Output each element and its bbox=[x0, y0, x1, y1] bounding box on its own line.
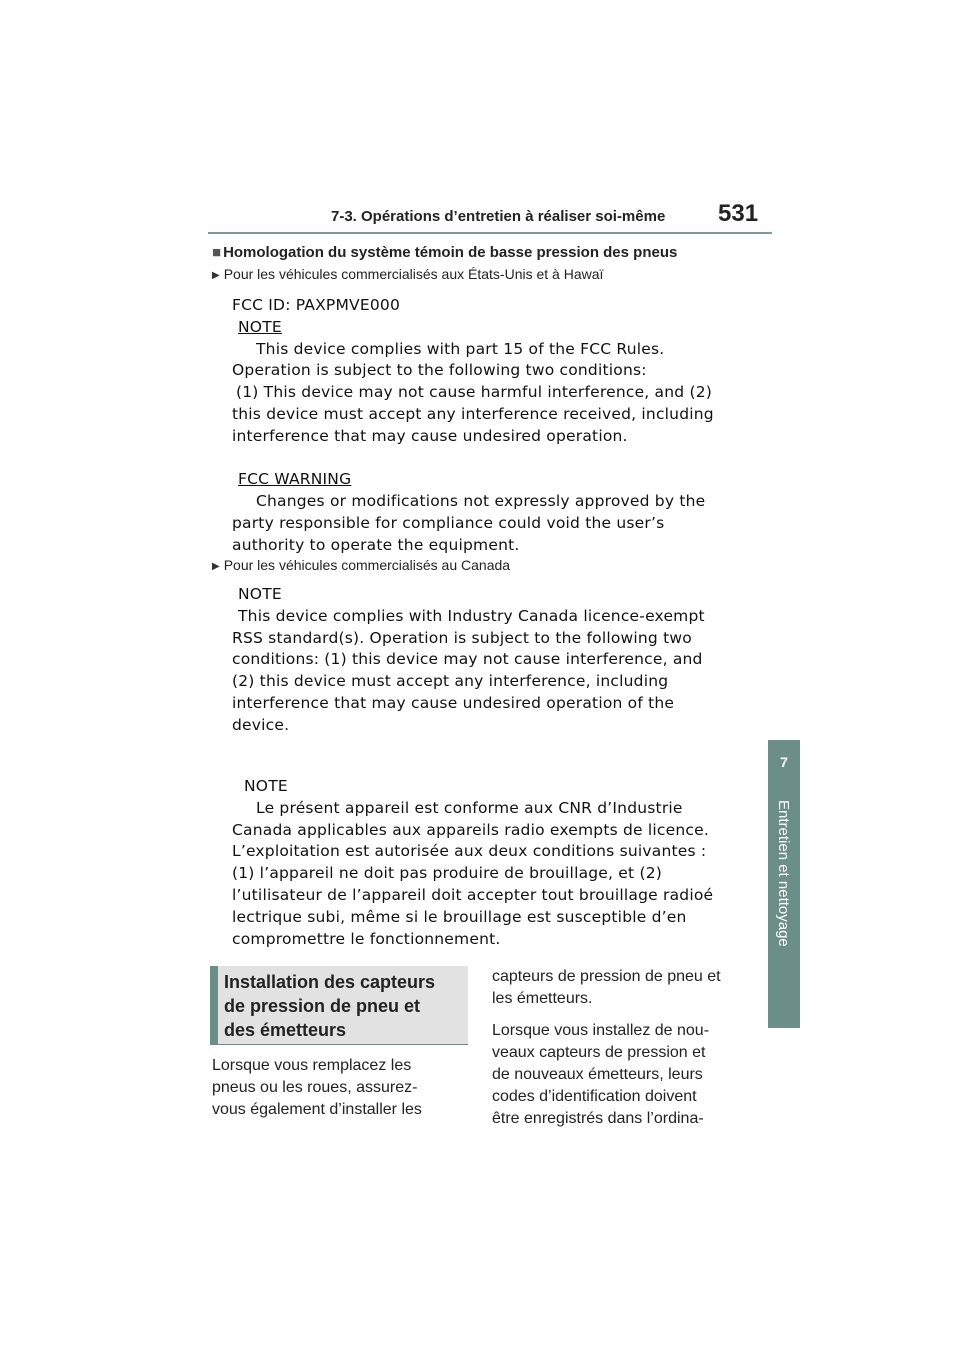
body-line: de nouveaux émetteurs, leurs bbox=[492, 1066, 703, 1083]
body-line: les émetteurs. bbox=[492, 990, 593, 1007]
chapter-number: 7 bbox=[780, 754, 788, 770]
chapter-tab bbox=[768, 740, 800, 1028]
ic-note-line: (2) this device must accept any interference, including bbox=[232, 672, 669, 691]
ic-note-line: interference that may cause undesired operation of the bbox=[232, 693, 675, 712]
ic-note-fr-line: L’exploitation est autorisée aux deux conditions suivantes : bbox=[232, 842, 707, 861]
ic-note-fr-line: Canada applicables aux appareils radio exempts de licence. bbox=[232, 820, 710, 839]
running-header-title: 7-3. Opérations d’entretien à réaliser soi-même bbox=[331, 208, 666, 225]
installation-heading-line: Installation des capteurs bbox=[224, 972, 436, 992]
ic-note-fr-line: (1) l’appareil ne doit pas produire de brouillage, et (2) bbox=[232, 864, 662, 883]
fcc-note-title: NOTE bbox=[238, 317, 282, 336]
fcc-note-line: this device must accept any interference received, including bbox=[232, 404, 714, 423]
arrow-bullet-icon: ▶ bbox=[212, 561, 220, 572]
arrow-bullet-icon: ▶ bbox=[212, 270, 220, 281]
section-heading-text: Homologation du système témoin de basse pression des pneus bbox=[223, 244, 678, 261]
ic-note-line: RSS standard(s). Operation is subject to the following two bbox=[232, 628, 692, 647]
fcc-warning-line: authority to operate the equipment. bbox=[232, 535, 520, 554]
body-line: Lorsque vous remplacez les bbox=[212, 1057, 412, 1074]
body-line: capteurs de pression de pneu et bbox=[492, 968, 721, 985]
bullet-usa-text: Pour les véhicules commercialisés aux États-Unis et à Hawaï bbox=[223, 266, 604, 282]
fcc-id: FCC ID: PAXPMVE000 bbox=[232, 296, 401, 314]
fcc-warning-line: Changes or modifications not expressly approved by the bbox=[256, 492, 706, 511]
installation-heading bbox=[210, 966, 468, 1044]
install-body-left bbox=[212, 1055, 422, 1121]
body-line: être enregistrés dans l’ordina- bbox=[492, 1110, 704, 1127]
fcc-note-line: interference that may cause undesired operation. bbox=[232, 426, 628, 445]
fcc-note-line: Operation is subject to the following two conditions: bbox=[232, 361, 647, 380]
ic-note-title: NOTE bbox=[238, 585, 282, 603]
ic-notice-french bbox=[232, 776, 713, 950]
fcc-note-line: (1) This device may not cause harmful interference, and (2) bbox=[236, 383, 713, 402]
body-line: codes d’identification doivent bbox=[492, 1088, 697, 1105]
ic-note-line: conditions: (1) this device may not cause interference, and bbox=[232, 650, 703, 669]
fcc-note-line: This device complies with part 15 of the FCC Rules. bbox=[256, 339, 665, 358]
fcc-warning-title: FCC WARNING bbox=[238, 470, 352, 489]
square-bullet-icon: ■ bbox=[212, 244, 222, 261]
ic-note-fr-line: compromettre le fonctionnement. bbox=[232, 929, 501, 948]
installation-heading-line: de pression de pneu et bbox=[224, 996, 421, 1016]
ic-note-line: This device complies with Industry Canada licence-exempt bbox=[238, 606, 705, 625]
fcc-warning-line: party responsible for compliance could void the user’s bbox=[232, 513, 665, 532]
bullet-usa bbox=[212, 266, 603, 282]
chapter-label: Entretien et nettoyage bbox=[775, 800, 792, 947]
section-heading bbox=[212, 244, 677, 261]
ic-note-line: device. bbox=[232, 715, 290, 734]
installation-heading-line: des émetteurs bbox=[224, 1020, 347, 1040]
header-divider bbox=[208, 232, 772, 234]
ic-note-fr-line: Le présent appareil est conforme aux CNR d’Industrie bbox=[256, 798, 683, 817]
body-line: veaux capteurs de pression et bbox=[492, 1044, 706, 1061]
ic-notice-english bbox=[232, 584, 705, 737]
page-number: 531 bbox=[718, 200, 759, 227]
body-line: pneus ou les roues, assurez- bbox=[212, 1079, 418, 1096]
installation-heading-rule bbox=[210, 1044, 468, 1045]
body-line: vous également d’installer les bbox=[212, 1101, 422, 1118]
bullet-canada bbox=[212, 557, 510, 573]
fcc-notice bbox=[232, 295, 714, 557]
bullet-canada-text: Pour les véhicules commercialisés au Canada bbox=[223, 557, 511, 573]
ic-note-fr-title: NOTE bbox=[244, 777, 288, 795]
body-line: Lorsque vous installez de nou- bbox=[492, 1022, 710, 1039]
ic-note-fr-line: l’utilisateur de l’appareil doit accepter tout brouillage radioé bbox=[232, 885, 714, 904]
ic-note-fr-line: lectrique subi, même si le brouillage est susceptible d’en bbox=[232, 907, 687, 926]
install-body-right bbox=[492, 966, 721, 1130]
